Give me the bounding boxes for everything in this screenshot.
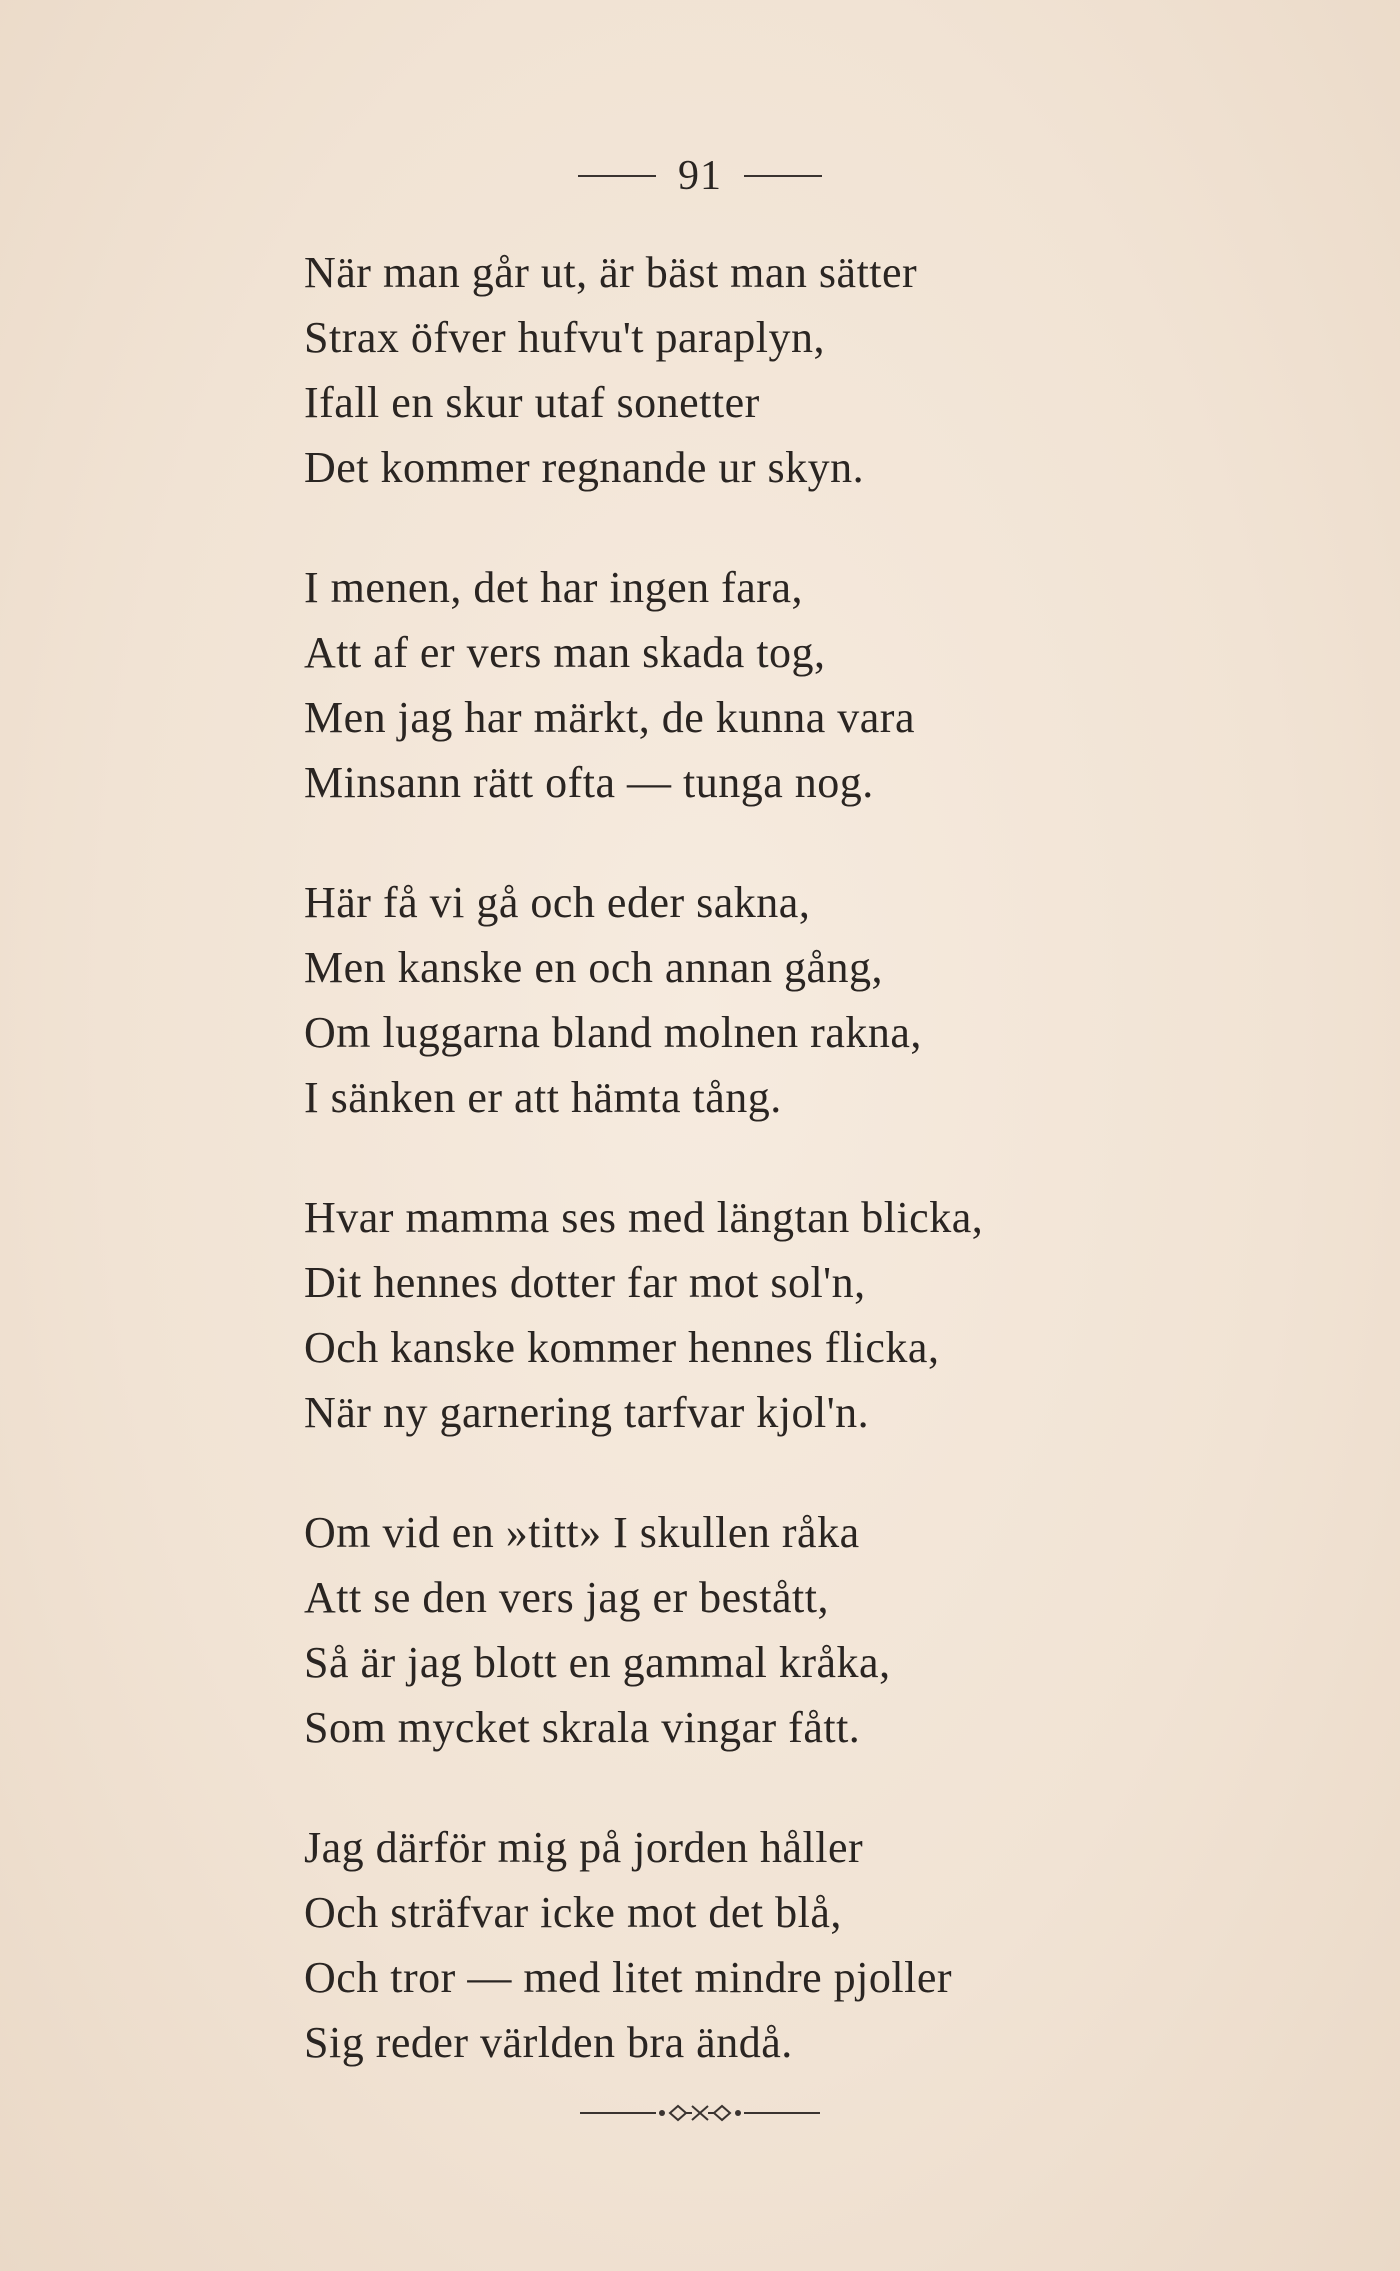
poem-line: Men kanske en och annan gång, [304,943,883,992]
poem-line: Men jag har märkt, de kunna vara [304,693,915,742]
stanza-1 [304,240,1204,500]
poem-line: Som mycket skrala vingar fått. [304,1703,861,1752]
stanza-6 [304,1815,1204,2075]
poem-line: Hvar mamma ses med längtan blicka, [304,1193,984,1242]
poem-line: Om luggarna bland molnen rakna, [304,1008,922,1057]
poem-line: Om vid en »titt» I skullen råka [304,1508,860,1557]
poem-line: Så är jag blott en gammal kråka, [304,1638,891,1687]
poem-line: Och kanske kommer hennes flicka, [304,1323,940,1372]
stanza-2 [304,555,1204,815]
poem-line: Och tror — med litet mindre pjoller [304,1953,953,2002]
poem-line: Ifall en skur utaf sonetter [304,378,760,427]
poem-line: Sig reder världen bra ändå. [304,2018,793,2067]
poem-line: Jag därför mig på jorden håller [304,1823,864,1872]
stanza-5 [304,1500,1204,1760]
poem-line: Dit hennes dotter far mot sol'n, [304,1258,866,1307]
poem-line: I menen, det har ingen fara, [304,563,803,612]
stanza-4 [304,1185,1204,1445]
poem-line: När man går ut, är bäst man sätter [304,248,918,297]
header-rule-left [578,175,656,177]
poem-line: I sänken er att hämta tång. [304,1073,782,1122]
poem-line: Att se den vers jag er bestått, [304,1573,830,1622]
poem-line: Och sträfvar icke mot det blå, [304,1888,842,1937]
end-ornament [0,2098,1400,2128]
poem-line: Här få vi gå och eder sakna, [304,878,811,927]
poem [304,240,1204,2130]
page-number: 91 [678,153,722,199]
header-rule-right [744,175,822,177]
tailpiece-ornament-icon [580,2098,820,2128]
poem-line: Minsann rätt ofta — tunga nog. [304,758,874,807]
poem-line: Att af er vers man skada tog, [304,628,826,677]
stanza-3 [304,870,1204,1130]
poem-line: När ny garnering tarfvar kjol'n. [304,1388,870,1437]
page-header [0,155,1400,197]
poem-line: Det kommer regnande ur skyn. [304,443,865,492]
poem-line: Strax öfver hufvu't paraplyn, [304,313,825,362]
